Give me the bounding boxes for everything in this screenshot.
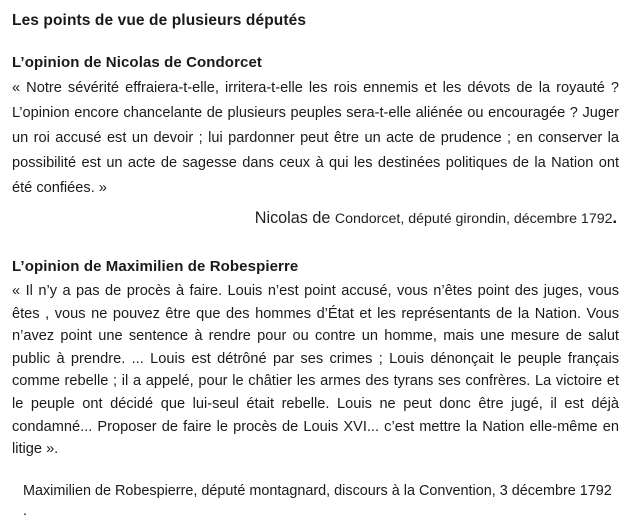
section-heading-condorcet: L’opinion de Nicolas de Condorcet (12, 54, 262, 71)
quote-robespierre: « Il n’y a pas de procès à faire. Louis n’est point accusé, vous n’êtes point des juges, vous êtes , vous ne pouvez être que des hommes d’État et les représentants de la Nation. Vous n’avez point une sentence à rendre pour ou contre un homme, mais une mesure de salut public à prendre. ... Louis est détrôné par ses crimes ; Louis dénonçait le peuple français comme rebelle ; il a appelé, pour le châtier les armes des tyrans ses confrères. La victoire et le peuple ont décidé que lui-seul était rebelle. Louis ne peut donc être jugé, il est déjà condamné... Proposer de faire le procès de Louis XVI... c’est mettre la Nation elle-même en litige ». (12, 283, 619, 458)
document-title: Les points de vue de plusieurs députés (12, 12, 307, 29)
section-robespierre (12, 257, 619, 521)
section-condorcet (12, 53, 619, 230)
attribution-condorcet-details: Condorcet, député girondin, décembre 1792 (334, 211, 613, 227)
attribution-condorcet (12, 207, 617, 230)
attribution-robespierre: Maximilien de Robespierre, député montagnard, discours à la Convention, 3 décembre 1792 . (23, 482, 612, 519)
section-heading-robespierre: L’opinion de Maximilien de Robespierre (12, 258, 299, 275)
attribution-condorcet-name: Nicolas de (254, 209, 335, 227)
quote-condorcet: « Notre sévérité effraiera-t-elle, irritera-t-elle les rois ennemis et les dévots de la royauté ? L’opinion encore chancelante de plusieurs peuples sera-t-elle aliénée ou encouragée ? Juger un roi accusé est un devoir ; lui pardonner peut être un acte de prudence ; en conserver la possibilité est un acte de sagesse dans ceux à qui les destinées politiques de la Nation ont été confiées. » (12, 80, 619, 196)
attribution-condorcet-period: . (612, 209, 617, 227)
